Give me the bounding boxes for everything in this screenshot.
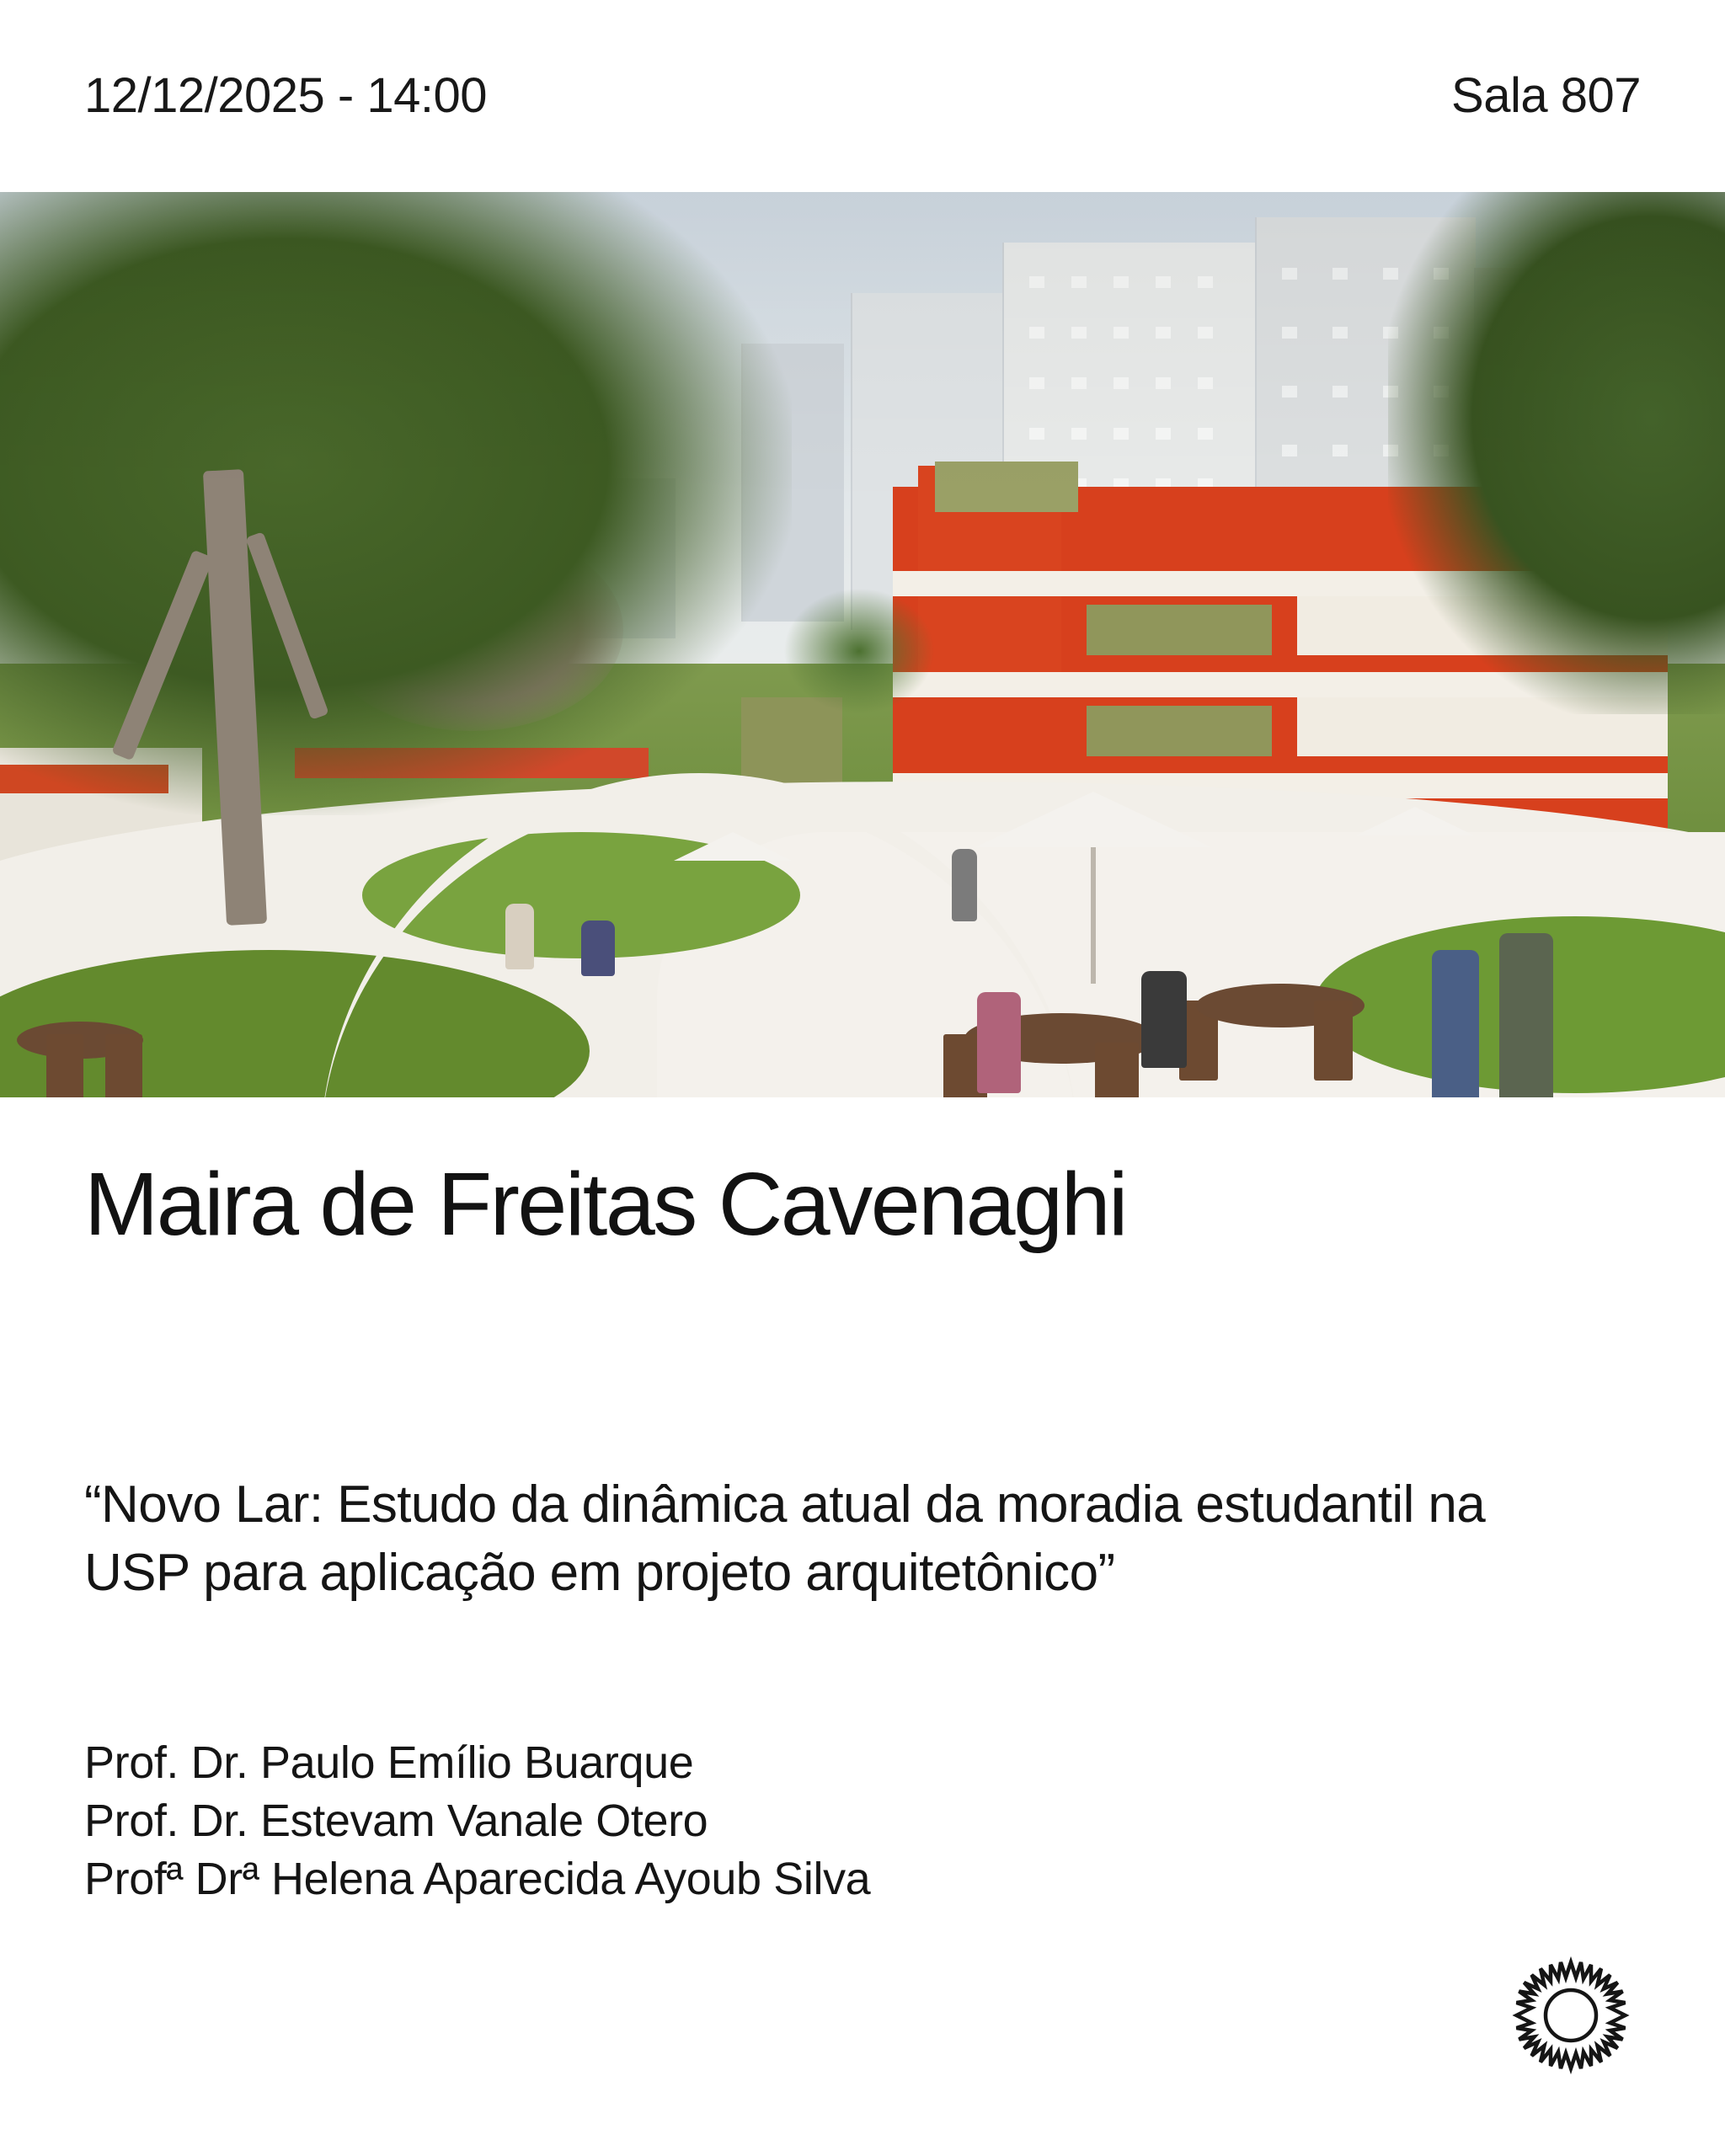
poster-header bbox=[0, 0, 1725, 192]
umbrella bbox=[1356, 807, 1474, 835]
advisor-item: Prof. Dr. Paulo Emílio Buarque bbox=[84, 1737, 694, 1788]
building-green-panel bbox=[1087, 706, 1272, 756]
chair bbox=[1314, 1001, 1353, 1081]
person bbox=[581, 921, 615, 976]
hero-image bbox=[0, 192, 1725, 1097]
event-room: Sala 807 bbox=[1451, 68, 1641, 124]
palm-tree bbox=[783, 588, 935, 714]
building-green-volume bbox=[935, 462, 1078, 512]
poster-content bbox=[0, 1097, 1725, 1908]
chair bbox=[1095, 1043, 1139, 1097]
sun-burst-logo-icon bbox=[1508, 1952, 1634, 2079]
umbrella-pole bbox=[1091, 832, 1096, 984]
advisor-item: Prof. Dr. Estevam Vanale Otero bbox=[84, 1795, 708, 1846]
architectural-render-icon bbox=[0, 192, 1725, 1097]
person bbox=[1432, 950, 1479, 1097]
thesis-title: “Novo Lar: Estudo da dinâmica atual da moradia estudantil na USP para aplicação em projeto arquitetônico” bbox=[84, 1476, 1486, 1603]
umbrella bbox=[975, 792, 1211, 847]
chair bbox=[105, 1034, 142, 1097]
chair bbox=[46, 1034, 83, 1097]
event-datetime: 12/12/2025 - 14:00 bbox=[84, 68, 487, 124]
advisors-list bbox=[84, 1734, 1641, 1908]
person bbox=[1141, 971, 1187, 1068]
advisor-item: Profª Drª Helena Aparecida Ayoub Silva bbox=[84, 1853, 871, 1904]
person bbox=[1499, 933, 1553, 1097]
person bbox=[977, 992, 1021, 1093]
tree-canopy bbox=[1388, 192, 1725, 714]
tree-canopy bbox=[0, 192, 792, 815]
person bbox=[505, 904, 534, 969]
building-green-panel bbox=[1087, 605, 1272, 655]
page-title: Maira de Freitas Cavenaghi bbox=[84, 1155, 1127, 1254]
umbrella bbox=[674, 832, 792, 861]
person bbox=[952, 849, 977, 921]
